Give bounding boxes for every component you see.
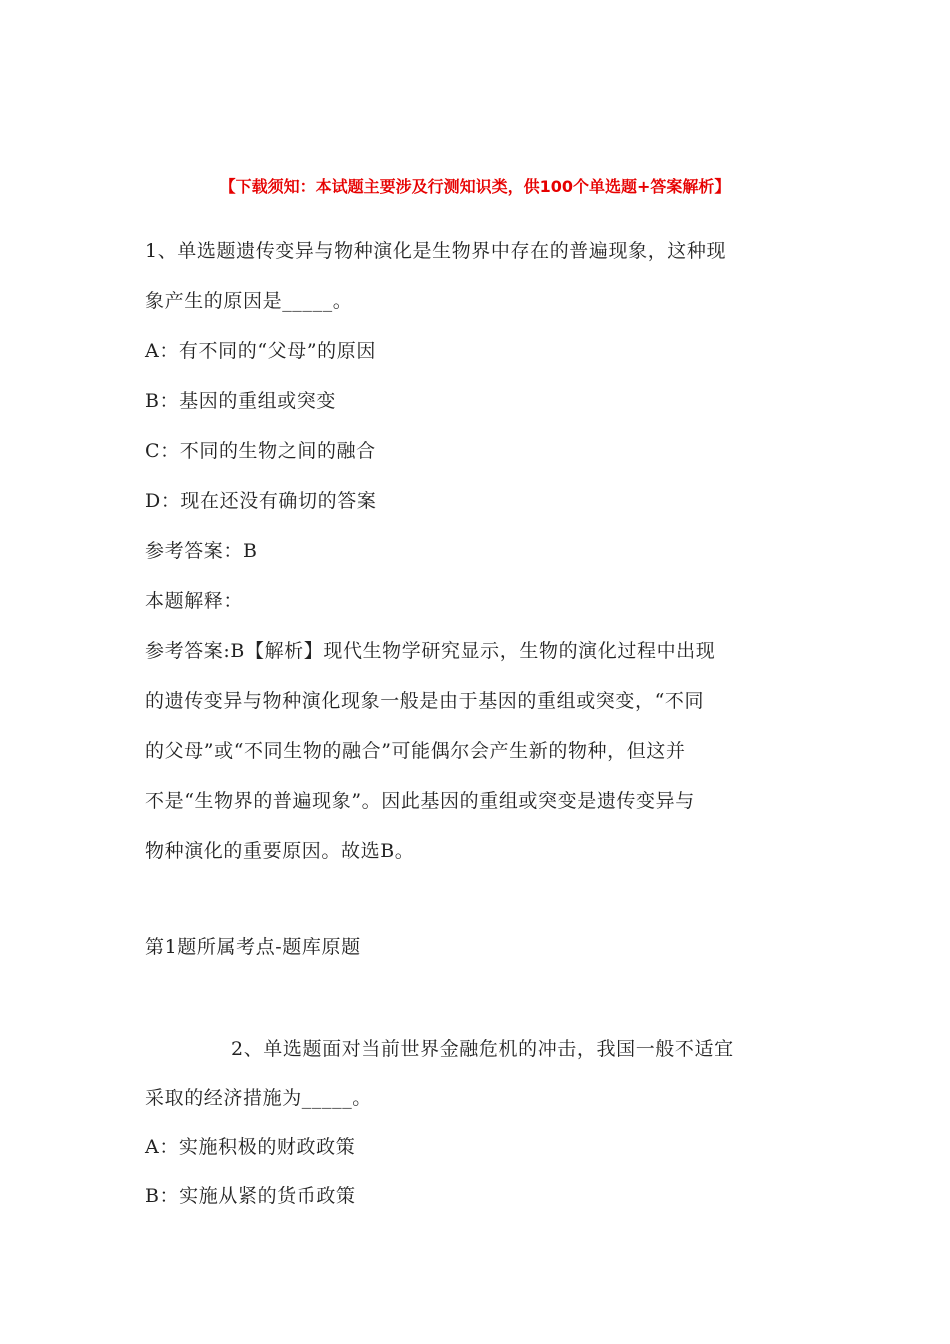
question-1-answer: 参考答案：B <box>145 540 258 562</box>
question-2-option-b: B：实施从紧的货币政策 <box>145 1185 356 1207</box>
question-1-explanation-line-1: 参考答案:B【解析】现代生物学研究显示，生物的演化过程中出现 <box>145 640 716 662</box>
question-1-topic: 第1题所属考点-题库原题 <box>145 936 361 958</box>
question-1-explain-label: 本题解释： <box>145 590 244 612</box>
question-1-option-d: D：现在还没有确切的答案 <box>145 490 377 512</box>
question-1-explanation-line-2: 的遗传变异与物种演化现象一般是由于基因的重组或突变，“不同 <box>145 690 705 712</box>
question-1-explanation-line-5: 物种演化的重要原因。故选B。 <box>145 840 415 862</box>
question-2-stem-line-1: 2、单选题面对当前世界金融危机的冲击，我国一般不适宜 <box>231 1038 734 1060</box>
question-2-stem-line-2: 采取的经济措施为_____。 <box>145 1087 372 1109</box>
question-1-option-b: B：基因的重组或突变 <box>145 390 336 412</box>
download-notice: 【下载须知：本试题主要涉及行测知识类，供100个单选题+答案解析】 <box>219 177 731 196</box>
question-2-option-a: A：实施积极的财政政策 <box>145 1136 356 1158</box>
question-1-option-c: C：不同的生物之间的融合 <box>145 440 376 462</box>
question-1-stem-line-2: 象产生的原因是_____。 <box>145 290 353 312</box>
question-1-explanation-line-4: 不是“生物界的普遍现象”。因此基因的重组或突变是遗传变异与 <box>145 790 695 812</box>
question-1-explanation-line-3: 的父母”或“不同生物的融合”可能偶尔会产生新的物种，但这并 <box>145 740 686 762</box>
question-1-option-a: A：有不同的“父母”的原因 <box>145 340 376 362</box>
question-1-stem-line-1: 1、单选题遗传变异与物种演化是生物界中存在的普遍现象，这种现 <box>145 240 727 262</box>
